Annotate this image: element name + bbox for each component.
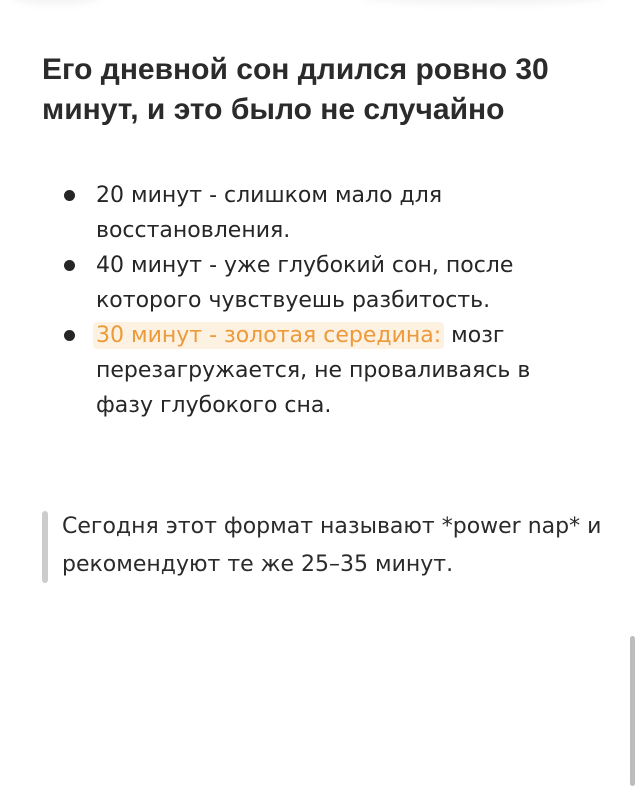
top-decoration-left — [10, 0, 100, 4]
bullet-dot-icon — [64, 190, 75, 201]
bullet-dot-icon — [64, 330, 75, 341]
scrollbar[interactable] — [630, 636, 635, 786]
blockquote — [42, 508, 612, 584]
quote-text: Сегодня этот формат называют *power nap* и рекомендуют те же 25–35 минут. — [62, 514, 602, 577]
highlighted-text: 30 минут - золотая середина: — [93, 322, 444, 349]
list-item — [0, 248, 546, 318]
bullet-text: 20 минут - слишком мало для восстановления. — [96, 183, 443, 243]
bullet-text: 40 минут - уже глубокий сон, после которого чувствуешь разбитость. — [96, 253, 514, 313]
bullet-text: мозг перезагружается, не проваливаясь в фазу глубокого сна. — [96, 323, 531, 418]
list-item — [0, 178, 546, 248]
bullet-dot-icon — [64, 260, 75, 271]
article-heading: Его дневной сон длился ровно 30 минут, и это было не случайно — [42, 53, 549, 126]
top-decoration-right — [360, 0, 610, 4]
list-item — [0, 318, 546, 423]
quote-bar — [42, 511, 48, 583]
bullet-list — [0, 178, 600, 423]
